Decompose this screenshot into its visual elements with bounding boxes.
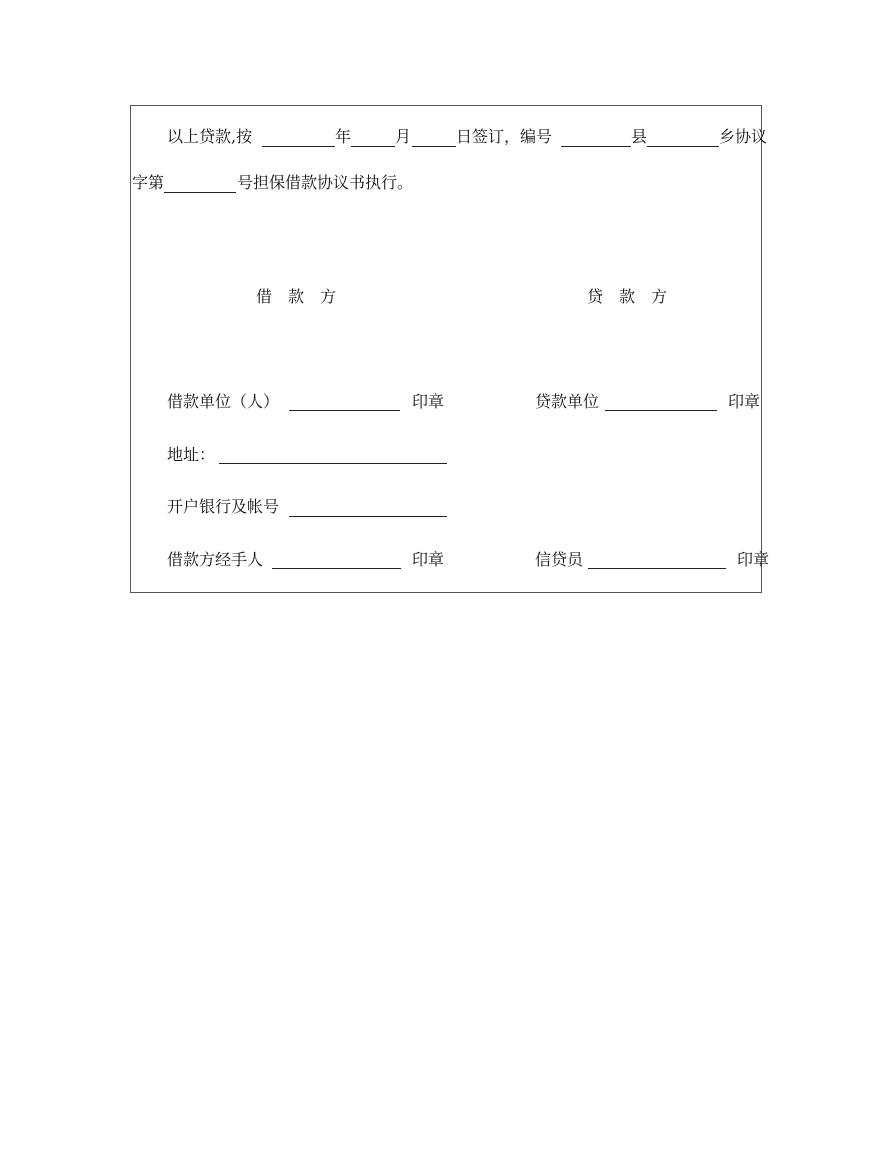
line2-start: 字第 — [132, 173, 165, 192]
address-label: 地址： — [167, 445, 216, 464]
borrower-header: 借 款 方 — [256, 287, 337, 306]
address-blank[interactable] — [219, 463, 447, 464]
number-blank[interactable] — [561, 146, 631, 147]
agreement-frame — [130, 105, 770, 593]
borrower-unit-blank[interactable] — [289, 410, 400, 411]
lender-unit-label: 贷款单位 — [535, 392, 600, 411]
borrower-unit-label: 借款单位（人） — [167, 392, 280, 411]
line2-end: 号担保借款协议书执行。 — [237, 173, 414, 192]
borrower-agent-label: 借款方经手人 — [167, 550, 264, 569]
month-label: 月 — [395, 127, 412, 146]
year-blank[interactable] — [262, 146, 335, 147]
year-label: 年 — [335, 127, 352, 146]
month-blank[interactable] — [351, 146, 395, 147]
county-label: 县 — [631, 127, 648, 146]
agreement-number-blank[interactable] — [164, 192, 236, 193]
paragraph-intro: 以上贷款,按 — [167, 127, 253, 146]
lender-unit-blank[interactable] — [605, 410, 717, 411]
county-blank[interactable] — [647, 146, 719, 147]
credit-officer-label: 信贷员 — [535, 550, 584, 569]
borrower-agent-seal-label: 印章 — [412, 550, 445, 569]
borrower-seal-label: 印章 — [412, 392, 445, 411]
credit-officer-seal-label: 印章 — [737, 550, 770, 569]
bank-account-blank[interactable] — [289, 516, 447, 517]
day-blank[interactable] — [412, 146, 456, 147]
credit-officer-blank[interactable] — [588, 568, 726, 569]
bank-account-label: 开户银行及帐号 — [167, 497, 280, 516]
day-signed-label: 日签订，编号 — [456, 127, 553, 146]
township-label: 乡协议 — [719, 127, 768, 146]
lender-seal-label: 印章 — [728, 392, 761, 411]
lender-header: 贷 款 方 — [587, 287, 668, 306]
borrower-agent-blank[interactable] — [272, 568, 401, 569]
